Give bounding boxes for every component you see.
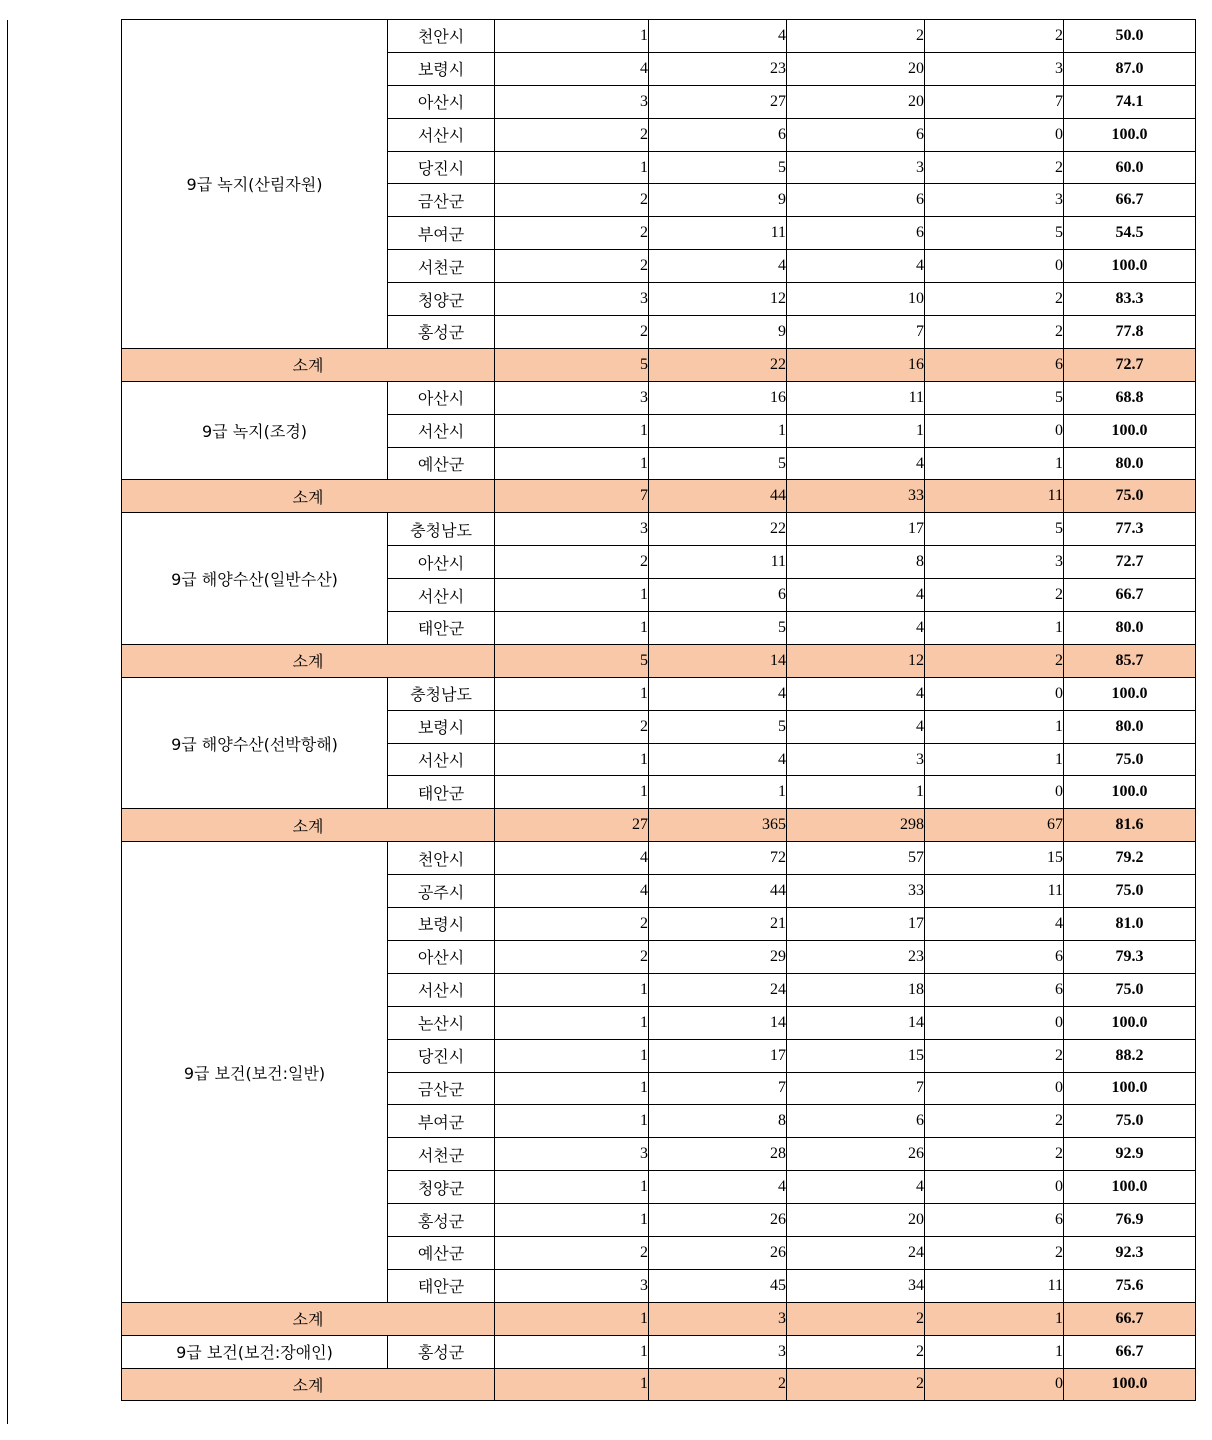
region-cell: 천안시 [388, 842, 495, 875]
table-row [122, 513, 1196, 546]
table-row [122, 381, 1196, 414]
col-c-value: 33 [787, 875, 925, 908]
col-c-value: 8 [787, 546, 925, 579]
col-c-value: 3 [787, 151, 925, 184]
col-a-value: 2 [495, 250, 649, 283]
col-b-value: 5 [649, 447, 787, 480]
col-c-value: 23 [787, 940, 925, 973]
col-b-value: 29 [649, 940, 787, 973]
rate-value: 100.0 [1064, 250, 1196, 283]
rate-value: 92.3 [1064, 1236, 1196, 1269]
col-c-value: 4 [787, 447, 925, 480]
col-a-value: 3 [495, 1269, 649, 1302]
col-c-value: 24 [787, 1236, 925, 1269]
col-a-value: 2 [495, 184, 649, 217]
col-a-value: 1 [495, 1072, 649, 1105]
subtotal-row [122, 1368, 1196, 1401]
col-d-value: 2 [925, 1236, 1064, 1269]
col-d-value: 5 [925, 513, 1064, 546]
col-d-value: 0 [925, 1171, 1064, 1204]
col-b-value: 8 [649, 1105, 787, 1138]
col-d-value: 3 [925, 546, 1064, 579]
col-a-value: 4 [495, 52, 649, 85]
col-d-value: 2 [925, 316, 1064, 349]
col-b-value: 3 [649, 1335, 787, 1368]
subtotal-col-b-value: 44 [649, 480, 787, 513]
col-a-value: 1 [495, 1171, 649, 1204]
col-b-value: 5 [649, 612, 787, 645]
col-a-value: 3 [495, 85, 649, 118]
table-row [122, 20, 1196, 53]
subtotal-col-d-value: 11 [925, 480, 1064, 513]
region-cell: 보령시 [388, 908, 495, 941]
subtotal-row [122, 348, 1196, 381]
col-b-value: 9 [649, 184, 787, 217]
region-cell: 아산시 [388, 381, 495, 414]
col-b-value: 5 [649, 151, 787, 184]
category-cell: 9급 녹지(산림자원) [122, 20, 388, 349]
col-d-value: 11 [925, 1269, 1064, 1302]
col-a-value: 3 [495, 513, 649, 546]
region-cell: 태안군 [388, 776, 495, 809]
col-d-value: 0 [925, 414, 1064, 447]
col-a-value: 1 [495, 1039, 649, 1072]
region-cell: 보령시 [388, 710, 495, 743]
col-b-value: 6 [649, 118, 787, 151]
region-cell: 태안군 [388, 612, 495, 645]
subtotal-col-b-value: 14 [649, 644, 787, 677]
rate-value: 80.0 [1064, 447, 1196, 480]
col-a-value: 3 [495, 283, 649, 316]
subtotal-rate-value: 85.7 [1064, 644, 1196, 677]
col-c-value: 4 [787, 677, 925, 710]
col-b-value: 4 [649, 1171, 787, 1204]
subtotal-label: 소계 [122, 809, 495, 842]
subtotal-col-d-value: 6 [925, 348, 1064, 381]
col-b-value: 4 [649, 677, 787, 710]
col-a-value: 2 [495, 710, 649, 743]
col-d-value: 0 [925, 776, 1064, 809]
col-a-value: 1 [495, 776, 649, 809]
col-c-value: 3 [787, 743, 925, 776]
col-c-value: 6 [787, 184, 925, 217]
rate-value: 68.8 [1064, 381, 1196, 414]
subtotal-col-d-value: 1 [925, 1302, 1064, 1335]
subtotal-col-a-value: 5 [495, 644, 649, 677]
col-b-value: 24 [649, 973, 787, 1006]
col-a-value: 4 [495, 875, 649, 908]
col-d-value: 0 [925, 250, 1064, 283]
col-d-value: 3 [925, 52, 1064, 85]
col-d-value: 7 [925, 85, 1064, 118]
subtotal-rate-value: 72.7 [1064, 348, 1196, 381]
col-b-value: 28 [649, 1138, 787, 1171]
subtotal-col-c-value: 16 [787, 348, 925, 381]
subtotal-rate-value: 75.0 [1064, 480, 1196, 513]
rate-value: 100.0 [1064, 1171, 1196, 1204]
col-a-value: 1 [495, 447, 649, 480]
col-d-value: 6 [925, 973, 1064, 1006]
region-cell: 서천군 [388, 1138, 495, 1171]
col-c-value: 4 [787, 710, 925, 743]
rate-value: 83.3 [1064, 283, 1196, 316]
rate-value: 80.0 [1064, 612, 1196, 645]
col-a-value: 1 [495, 579, 649, 612]
rate-value: 79.2 [1064, 842, 1196, 875]
col-b-value: 9 [649, 316, 787, 349]
rate-value: 79.3 [1064, 940, 1196, 973]
col-a-value: 2 [495, 546, 649, 579]
region-cell: 예산군 [388, 1236, 495, 1269]
region-cell: 금산군 [388, 1072, 495, 1105]
region-cell: 서산시 [388, 973, 495, 1006]
col-d-value: 3 [925, 184, 1064, 217]
rate-value: 60.0 [1064, 151, 1196, 184]
category-cell: 9급 해양수산(선박항해) [122, 677, 388, 809]
subtotal-col-d-value: 0 [925, 1368, 1064, 1401]
rate-value: 81.0 [1064, 908, 1196, 941]
subtotal-row [122, 644, 1196, 677]
col-c-value: 1 [787, 414, 925, 447]
col-c-value: 4 [787, 250, 925, 283]
subtotal-col-c-value: 298 [787, 809, 925, 842]
region-cell: 보령시 [388, 52, 495, 85]
region-cell: 천안시 [388, 20, 495, 53]
col-d-value: 0 [925, 677, 1064, 710]
col-b-value: 45 [649, 1269, 787, 1302]
subtotal-label: 소계 [122, 644, 495, 677]
col-d-value: 2 [925, 1105, 1064, 1138]
category-cell: 9급 해양수산(일반수산) [122, 513, 388, 645]
rate-value: 100.0 [1064, 118, 1196, 151]
col-b-value: 6 [649, 579, 787, 612]
col-b-value: 21 [649, 908, 787, 941]
table-row [122, 677, 1196, 710]
region-cell: 서산시 [388, 118, 495, 151]
rate-value: 75.0 [1064, 743, 1196, 776]
col-b-value: 7 [649, 1072, 787, 1105]
rate-value: 72.7 [1064, 546, 1196, 579]
col-b-value: 22 [649, 513, 787, 546]
rate-value: 100.0 [1064, 776, 1196, 809]
rate-value: 75.0 [1064, 973, 1196, 1006]
region-cell: 서산시 [388, 579, 495, 612]
subtotal-label: 소계 [122, 480, 495, 513]
col-a-value: 1 [495, 973, 649, 1006]
col-d-value: 2 [925, 579, 1064, 612]
col-c-value: 26 [787, 1138, 925, 1171]
table-row [122, 1335, 1196, 1368]
col-b-value: 14 [649, 1006, 787, 1039]
subtotal-rate-value: 100.0 [1064, 1368, 1196, 1401]
col-b-value: 11 [649, 546, 787, 579]
rate-value: 76.9 [1064, 1204, 1196, 1237]
table-row [122, 842, 1196, 875]
col-d-value: 1 [925, 743, 1064, 776]
col-b-value: 27 [649, 85, 787, 118]
subtotal-col-b-value: 2 [649, 1368, 787, 1401]
col-d-value: 11 [925, 875, 1064, 908]
rate-value: 77.3 [1064, 513, 1196, 546]
col-b-value: 26 [649, 1236, 787, 1269]
region-cell: 충청남도 [388, 677, 495, 710]
col-c-value: 1 [787, 776, 925, 809]
col-b-value: 11 [649, 217, 787, 250]
col-a-value: 2 [495, 908, 649, 941]
rate-value: 87.0 [1064, 52, 1196, 85]
rate-value: 50.0 [1064, 20, 1196, 53]
col-c-value: 17 [787, 908, 925, 941]
subtotal-col-b-value: 22 [649, 348, 787, 381]
category-cell: 9급 보건(보건:장애인) [122, 1335, 388, 1368]
col-d-value: 1 [925, 710, 1064, 743]
col-d-value: 5 [925, 217, 1064, 250]
col-c-value: 20 [787, 52, 925, 85]
region-cell: 홍성군 [388, 1204, 495, 1237]
region-cell: 부여군 [388, 1105, 495, 1138]
region-cell: 당진시 [388, 151, 495, 184]
col-b-value: 23 [649, 52, 787, 85]
col-b-value: 44 [649, 875, 787, 908]
col-a-value: 1 [495, 20, 649, 53]
col-c-value: 2 [787, 1335, 925, 1368]
rate-value: 75.0 [1064, 875, 1196, 908]
col-a-value: 1 [495, 743, 649, 776]
col-b-value: 4 [649, 250, 787, 283]
col-c-value: 4 [787, 579, 925, 612]
col-a-value: 1 [495, 1105, 649, 1138]
col-d-value: 2 [925, 20, 1064, 53]
col-c-value: 57 [787, 842, 925, 875]
col-a-value: 1 [495, 414, 649, 447]
col-b-value: 26 [649, 1204, 787, 1237]
col-c-value: 11 [787, 381, 925, 414]
region-cell: 청양군 [388, 283, 495, 316]
col-c-value: 20 [787, 1204, 925, 1237]
subtotal-col-a-value: 5 [495, 348, 649, 381]
rate-value: 75.0 [1064, 1105, 1196, 1138]
rate-value: 66.7 [1064, 1335, 1196, 1368]
rate-value: 80.0 [1064, 710, 1196, 743]
col-d-value: 1 [925, 1335, 1064, 1368]
col-c-value: 10 [787, 283, 925, 316]
region-cell: 홍성군 [388, 1335, 495, 1368]
col-b-value: 4 [649, 20, 787, 53]
col-a-value: 2 [495, 316, 649, 349]
subtotal-col-c-value: 2 [787, 1302, 925, 1335]
region-cell: 논산시 [388, 1006, 495, 1039]
region-cell: 서산시 [388, 743, 495, 776]
region-cell: 아산시 [388, 546, 495, 579]
col-d-value: 5 [925, 381, 1064, 414]
col-a-value: 2 [495, 940, 649, 973]
subtotal-col-b-value: 365 [649, 809, 787, 842]
region-cell: 청양군 [388, 1171, 495, 1204]
rate-value: 100.0 [1064, 414, 1196, 447]
rate-value: 92.9 [1064, 1138, 1196, 1171]
col-c-value: 6 [787, 217, 925, 250]
col-c-value: 6 [787, 118, 925, 151]
col-d-value: 2 [925, 283, 1064, 316]
region-cell: 홍성군 [388, 316, 495, 349]
rate-value: 75.6 [1064, 1269, 1196, 1302]
subtotal-col-d-value: 2 [925, 644, 1064, 677]
region-cell: 서산시 [388, 414, 495, 447]
subtotal-col-a-value: 1 [495, 1302, 649, 1335]
rate-value: 100.0 [1064, 1006, 1196, 1039]
col-b-value: 4 [649, 743, 787, 776]
subtotal-col-a-value: 1 [495, 1368, 649, 1401]
region-cell: 당진시 [388, 1039, 495, 1072]
col-c-value: 6 [787, 1105, 925, 1138]
col-c-value: 2 [787, 20, 925, 53]
subtotal-row [122, 480, 1196, 513]
col-c-value: 4 [787, 1171, 925, 1204]
col-c-value: 4 [787, 612, 925, 645]
rate-value: 100.0 [1064, 677, 1196, 710]
col-b-value: 12 [649, 283, 787, 316]
category-cell: 9급 보건(보건:일반) [122, 842, 388, 1302]
region-cell: 아산시 [388, 940, 495, 973]
col-b-value: 16 [649, 381, 787, 414]
col-a-value: 1 [495, 1335, 649, 1368]
subtotal-row [122, 809, 1196, 842]
col-d-value: 0 [925, 118, 1064, 151]
col-d-value: 1 [925, 447, 1064, 480]
col-b-value: 17 [649, 1039, 787, 1072]
col-a-value: 1 [495, 1006, 649, 1039]
col-a-value: 3 [495, 1138, 649, 1171]
col-a-value: 1 [495, 677, 649, 710]
subtotal-label: 소계 [122, 348, 495, 381]
region-cell: 태안군 [388, 1269, 495, 1302]
col-d-value: 2 [925, 1039, 1064, 1072]
col-c-value: 34 [787, 1269, 925, 1302]
rate-value: 54.5 [1064, 217, 1196, 250]
col-d-value: 2 [925, 151, 1064, 184]
rate-value: 74.1 [1064, 85, 1196, 118]
subtotal-row [122, 1302, 1196, 1335]
category-cell: 9급 녹지(조경) [122, 381, 388, 480]
left-margin-rule [7, 20, 8, 1424]
col-c-value: 18 [787, 973, 925, 1006]
col-a-value: 2 [495, 1236, 649, 1269]
region-cell: 예산군 [388, 447, 495, 480]
col-c-value: 7 [787, 316, 925, 349]
col-a-value: 1 [495, 151, 649, 184]
subtotal-col-c-value: 12 [787, 644, 925, 677]
col-a-value: 1 [495, 1204, 649, 1237]
region-cell: 부여군 [388, 217, 495, 250]
col-d-value: 0 [925, 1006, 1064, 1039]
table-body [122, 20, 1196, 1401]
subtotal-label: 소계 [122, 1302, 495, 1335]
col-a-value: 2 [495, 217, 649, 250]
col-d-value: 15 [925, 842, 1064, 875]
col-d-value: 4 [925, 908, 1064, 941]
col-b-value: 5 [649, 710, 787, 743]
col-c-value: 14 [787, 1006, 925, 1039]
col-d-value: 6 [925, 1204, 1064, 1237]
subtotal-label: 소계 [122, 1368, 495, 1401]
rate-value: 66.7 [1064, 184, 1196, 217]
col-d-value: 2 [925, 1138, 1064, 1171]
subtotal-rate-value: 81.6 [1064, 809, 1196, 842]
region-cell: 서천군 [388, 250, 495, 283]
rate-value: 100.0 [1064, 1072, 1196, 1105]
region-cell: 공주시 [388, 875, 495, 908]
col-c-value: 17 [787, 513, 925, 546]
subtotal-col-c-value: 33 [787, 480, 925, 513]
col-a-value: 1 [495, 612, 649, 645]
region-cell: 충청남도 [388, 513, 495, 546]
recruitment-stats-table [121, 19, 1196, 1401]
subtotal-col-a-value: 27 [495, 809, 649, 842]
col-b-value: 1 [649, 414, 787, 447]
col-d-value: 0 [925, 1072, 1064, 1105]
col-c-value: 20 [787, 85, 925, 118]
col-a-value: 2 [495, 118, 649, 151]
col-a-value: 4 [495, 842, 649, 875]
rate-value: 66.7 [1064, 579, 1196, 612]
region-cell: 금산군 [388, 184, 495, 217]
subtotal-rate-value: 66.7 [1064, 1302, 1196, 1335]
subtotal-col-a-value: 7 [495, 480, 649, 513]
col-c-value: 7 [787, 1072, 925, 1105]
rate-value: 77.8 [1064, 316, 1196, 349]
col-c-value: 15 [787, 1039, 925, 1072]
col-d-value: 6 [925, 940, 1064, 973]
rate-value: 88.2 [1064, 1039, 1196, 1072]
col-b-value: 72 [649, 842, 787, 875]
col-a-value: 3 [495, 381, 649, 414]
subtotal-col-d-value: 67 [925, 809, 1064, 842]
subtotal-col-c-value: 2 [787, 1368, 925, 1401]
col-d-value: 1 [925, 612, 1064, 645]
col-b-value: 1 [649, 776, 787, 809]
subtotal-col-b-value: 3 [649, 1302, 787, 1335]
region-cell: 아산시 [388, 85, 495, 118]
